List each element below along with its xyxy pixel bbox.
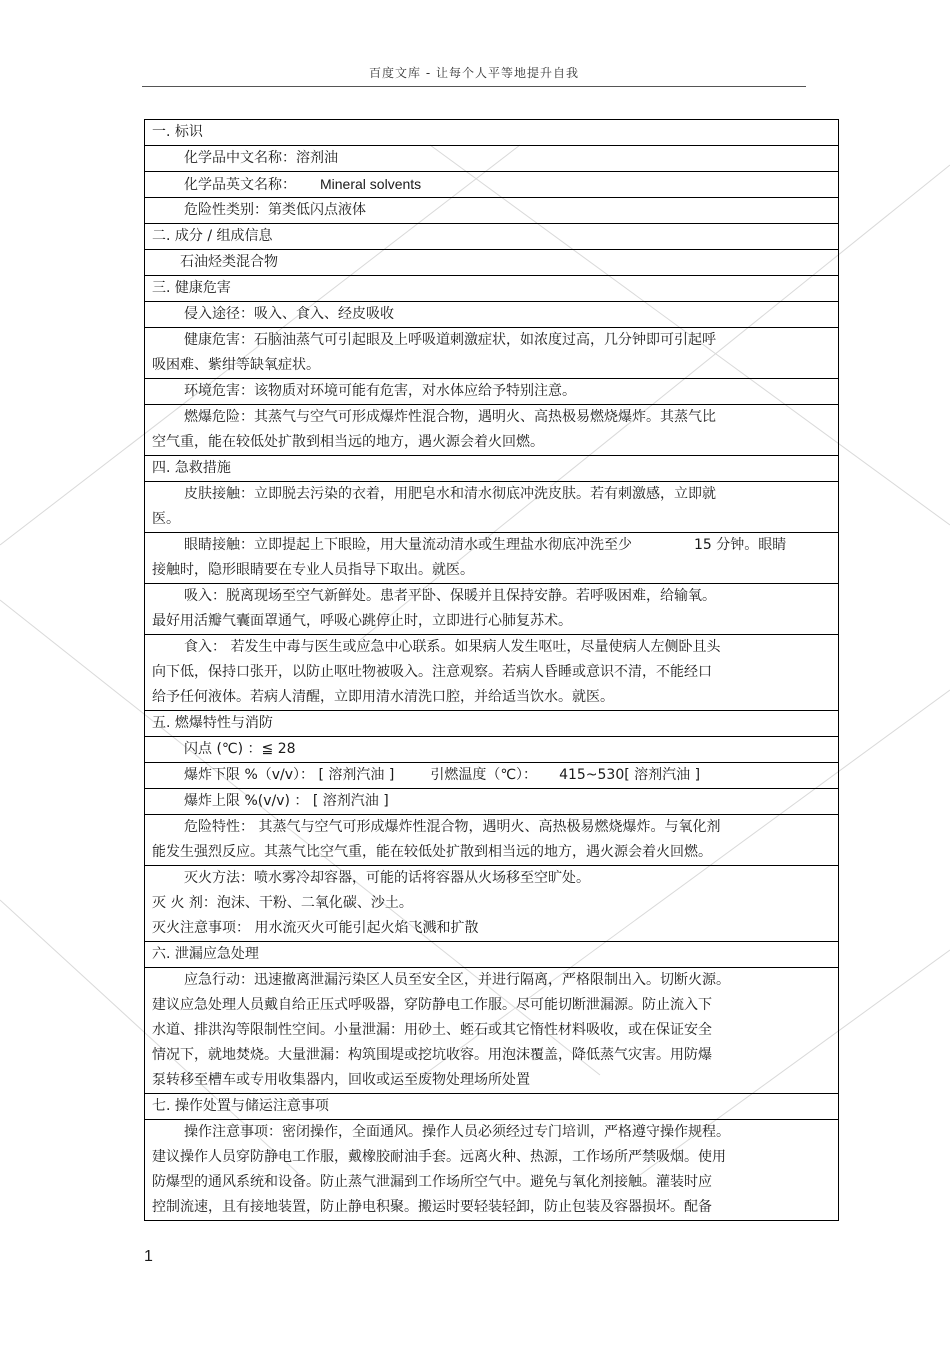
msds-table: [144, 119, 839, 1221]
page-number: 1: [144, 1248, 153, 1265]
section-title-handling-storage: 七. 操作处置与储运注意事项: [145, 1094, 838, 1120]
ingestion: 食入： 若发生中毒与医生或应急中心联系。如果病人发生呕吐，尽量使病人左侧卧且头 向下低，保持口张开，以防止呕吐物被吸入。注意观察。若病人昏睡或意识不清，不能经口 给予任何液体。若病人清醒，立即用清水清洗口腔，并给适当饮水。就医。: [145, 635, 838, 711]
skin-contact: 皮肤接触：立即脱去污染的衣着，用肥皂水和清水彻底冲洗皮肤。若有刺激感，立即就 医。: [145, 482, 838, 533]
environmental-hazard: 环境危害：该物质对环境可能有危害，对水体应给予特别注意。: [145, 379, 838, 405]
upper-explosion-limit: 爆炸上限 %(v/v) ： [ 溶剂汽油 ]: [145, 789, 838, 815]
hazard-characteristics: 危险特性： 其蒸气与空气可形成爆炸性混合物，遇明火、高热极易燃烧爆炸。与氧化剂 能发生强烈反应。其蒸气比空气重，能在较低处扩散到相当远的地方，遇火源会着火回燃。: [145, 815, 838, 866]
section-title-health-hazards: 三. 健康危害: [145, 276, 838, 302]
hazard-class: 危险性类别：第类低闪点液体: [145, 198, 838, 224]
section-title-identification: 一. 标识: [145, 120, 838, 146]
composition-content: 石油烃类混合物: [145, 250, 838, 276]
extinguishing-info: 灭火方法：喷水雾冷却容器，可能的话将容器从火场移至空旷处。 灭 火 剂：泡沫、干粉、二氧化碳、沙土。 灭火注意事项： 用水流灭火可能引起火焰飞溅和扩散: [145, 866, 838, 942]
chemical-cn-name: 化学品中文名称：溶剂油: [145, 146, 838, 172]
inhalation: 吸入：脱离现场至空气新鲜处。患者平卧、保暖并且保持安静。若呼吸困难，给输氧。 最好用活瓣气囊面罩通气，呼吸心跳停止时，立即进行心肺复苏术。: [145, 584, 838, 635]
lower-explosion-limit: 爆炸下限 %（v/v）： [ 溶剂汽油 ] 引燃温度（℃）： 415~530[ 溶剂汽油 ]: [145, 763, 838, 789]
exposure-route: 侵入途径：吸入、食入、经皮吸收: [145, 302, 838, 328]
section-title-composition: 二. 成分 / 组成信息: [145, 224, 838, 250]
handling-precautions: 操作注意事项：密闭操作，全面通风。操作人员必须经过专门培训，严格遵守操作规程。 建议操作人员穿防静电工作服，戴橡胶耐油手套。远离火种、热源，工作场所严禁吸烟。使用 防爆型的通风系统和设备。防止蒸气泄漏到工作场所空气中。避免与氧化剂接触。灌装时应 控制流速，且有接地装置，防止静电积聚。搬运时要轻装轻卸，防止包装及容器损坏。配备: [145, 1120, 838, 1221]
page-header: 百度文库 - 让每个人平等地提升自我: [142, 64, 806, 87]
flash-point: 闪点 (℃) ：≦ 28: [145, 737, 838, 763]
section-title-fire-fighting: 五. 燃爆特性与消防: [145, 711, 838, 737]
section-title-first-aid: 四. 急救措施: [145, 456, 838, 482]
chemical-en-name: 化学品英文名称： Mineral solvents: [145, 172, 838, 198]
emergency-action: 应急行动：迅速撤离泄漏污染区人员至安全区，并进行隔离，严格限制出入。切断火源。 建议应急处理人员戴自给正压式呼吸器，穿防静电工作服。尽可能切断泄漏源。防止流入下 水道、排洪沟等限制性空间。小量泄漏：用砂土、蛭石或其它惰性材料吸收，或在保证安全 情况下，就地焚烧。大量泄漏：构筑围堤或挖坑收容。用泡沫覆盖，降低蒸气灾害。用防爆 泵转移至槽车或专用收集器内，回收或运至废物处理场所处置: [145, 968, 838, 1094]
fire-explosion-hazard: 燃爆危险：其蒸气与空气可形成爆炸性混合物，遇明火、高热极易燃烧爆炸。其蒸气比 空气重，能在较低处扩散到相当远的地方，遇火源会着火回燃。: [145, 405, 838, 456]
health-hazard: 健康危害：石脑油蒸气可引起眼及上呼吸道刺激症状，如浓度过高，几分钟即可引起呼 吸困难、紫绀等缺氧症状。: [145, 328, 838, 379]
section-title-spill-response: 六. 泄漏应急处理: [145, 942, 838, 968]
eye-contact: 眼睛接触：立即提起上下眼睑，用大量流动清水或生理盐水彻底冲洗至少 15 分钟。眼睛 接触时，隐形眼睛要在专业人员指导下取出。就医。: [145, 533, 838, 584]
